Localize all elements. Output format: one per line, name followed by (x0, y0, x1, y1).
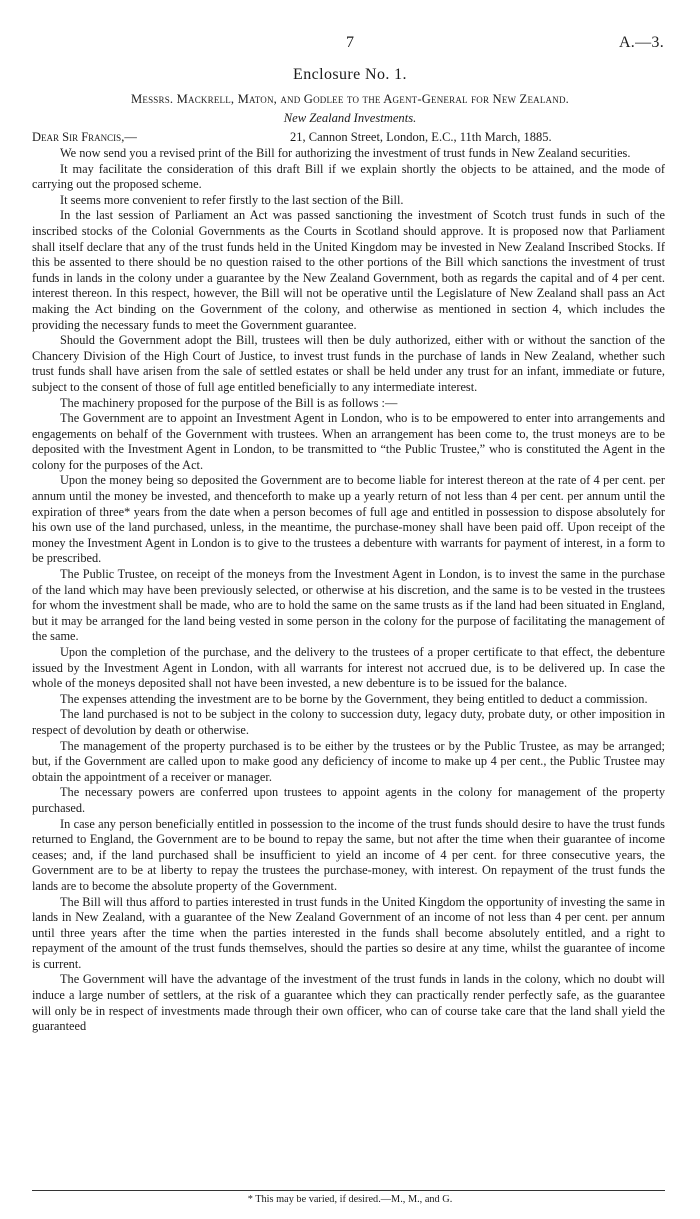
paragraph: Should the Government adopt the Bill, trustees will then be duly authorized, either with or without the sanction of the Chancery Division of the High Court of Justice, to invest trust funds in the purchase of lands in New Zealand, whether such trust funds shall have arisen from the sale of settled estates or shall be held under any trust for an infant, immediate or future, subject to the consent of those of full age entitled beneficially to any intermediate interest. (32, 333, 665, 394)
paragraph: In the last session of Parliament an Act was passed sanctioning the investment of Scotch trust funds in such of the inscribed stocks of the Colonial Governments as the Courts in Scotland should approve. It is proposed now that Parliament shall itself declare that any of the trust funds held in the United Kingdom may be invested in New Zealand Inscribed Stocks. If this be assented to there should be no question raised to the other portions of the Bill which sanctions the investment of trust funds in lands in the colony under a guarantee by the New Zealand Government, both as regards the capital and of 4 per cent. interest thereon. In this respect, however, the Bill will not be operative until the Legislature of New Zealand shall pass an Act making the Act binding on the Government of the colony, and otherwise as mentioned in section 4, which includes the providing the necessary funds to meet the Government guarantee. (32, 208, 665, 332)
paragraph: Upon the money being so deposited the Government are to become liable for interest thereon at the rate of 4 per cent. per annum until the money be invested, and thenceforth to make up a yearly return of not less than 4 per cent. per annum until the expiration of three* years from the date when a person becomes of full age and entitled in possession to dispose absolutely for his own use of the land purchased, unless, in the meantime, the purchase-money shall have been paid off. Upon receipt of the money the Investment Agent in London is to give to the trustees a debenture with warrants for payment of interest, in a form to be prescribed. (32, 473, 665, 566)
enclosure-title: Enclosure No. 1. (293, 66, 407, 83)
paragraph: The necessary powers are conferred upon trustees to appoint agents in the colony for management of the property purchased. (32, 785, 665, 815)
paragraph: It seems more convenient to refer firstly to the last section of the Bill. (60, 192, 404, 207)
paragraph: We now send you a revised print of the Bill for authorizing the investment of trust funds in New Zealand securities. (60, 146, 631, 160)
footnote-divider (32, 1190, 665, 1191)
paragraph: The land purchased is not to be subject in the colony to succession duty, legacy duty, probate duty, or other imposition in respect of devolution by death or otherwise. (32, 707, 665, 737)
paragraph: The Bill will thus afford to parties interested in trust funds in the United Kingdom the opportunity of investing the same in lands in New Zealand, with a guarantee of the New Zealand Government of an income of not less than 4 per cent. per annum until three years after the time when the parties interested in the funds shall become absolutely entitled, and a right to repayment of the amount of the trust funds themselves, should the parties so desire at any time, whilst the guarantee of income is current. (32, 894, 665, 971)
letter-subtitle: Messrs. Mackrell, Maton, and Godlee to the Agent-General for New Zealand. (131, 92, 569, 106)
document-code: A.—3. (618, 34, 664, 51)
paragraph: The expenses attending the investment are to be borne by the Government, they being entitled to deduct a commission. (60, 691, 648, 706)
page-header (0, 34, 700, 56)
letter-topic: New Zealand Investments. (283, 111, 417, 125)
paragraph: In case any person beneficially entitled in possession to the income of the trust funds should desire to have the trust funds returned to England, the Government are to be bound to repay the same, but not after the time when their guarantee of income ceases; and, if the land purchased shall be insufficient to yield an income of 4 per cent. for three consecutive years, the Government are to be at liberty to repay the trustees the purchase-money, with interest. On repayment of the trust funds the lands are to become the absolute property of the Government. (32, 816, 665, 893)
footnote: * This may be varied, if desired.—M., M., and G. (247, 1194, 453, 1205)
page-number: 7 (346, 34, 354, 51)
paragraph: It may facilitate the consideration of this draft Bill if we explain shortly the objects to be attained, and the mode of carrying out the proposed scheme. (32, 161, 665, 192)
paragraph: The Government are to appoint an Investment Agent in London, who is to be empowered to enter into arrangements and engagements on behalf of the Government with trustees. When an arrangement has been come to, the trust moneys are to be deposited with the Investment Agent in London, to be transmitted to “the Public Trustee,” who is constituted the Agent in the colony for the purposes of the Act. (32, 411, 665, 472)
paragraph: The management of the property purchased is to be either by the trustees or by the Public Trustee, as may be arranged; but, if the Government are called upon to make good any deficiency of income to make up 4 per cent., the Public Trustee may obtain the appointment of a receiver or manager. (32, 738, 665, 784)
paragraph: Upon the completion of the purchase, and the delivery to the trustees of a proper certificate to that effect, the debenture issued by the Investment Agent in London, with all warrants for interest not accrued due, is to be delivered up. In case the whole of the moneys deposited shall not have been invested, a new debenture is to be issued for the balance. (32, 645, 665, 691)
salutation: Dear Sir Francis,— (32, 130, 137, 144)
sender-address-date: 21, Cannon Street, London, E.C., 11th March, 1885. (290, 130, 552, 144)
letter-body (32, 146, 665, 1035)
paragraph: The machinery proposed for the purpose of the Bill is as follows :— (60, 395, 398, 410)
paragraph: The Public Trustee, on receipt of the moneys from the Investment Agent in London, is to invest the same in the purchase of the land which may have been previously selected, or otherwise at his discretion, and the same is to be vested in the trustees for whom the investment shall be made, who are to hold the same on the same trusts as if the land had been situated in England, but it may be arranged for the land being vested in some person in the colony for the purpose of facilitating the management of the same. (32, 567, 665, 644)
salutation-row (32, 130, 672, 146)
paragraph: The Government will have the advantage of the investment of the trust funds in lands in the colony, which no doubt will induce a large number of settlers, at the risk of a guarantee which they can practically render perfectly safe, as the guarantee will only be in respect of investments made through their own officer, who can of course take care that the land shall yield the guaranteed (32, 972, 665, 1034)
